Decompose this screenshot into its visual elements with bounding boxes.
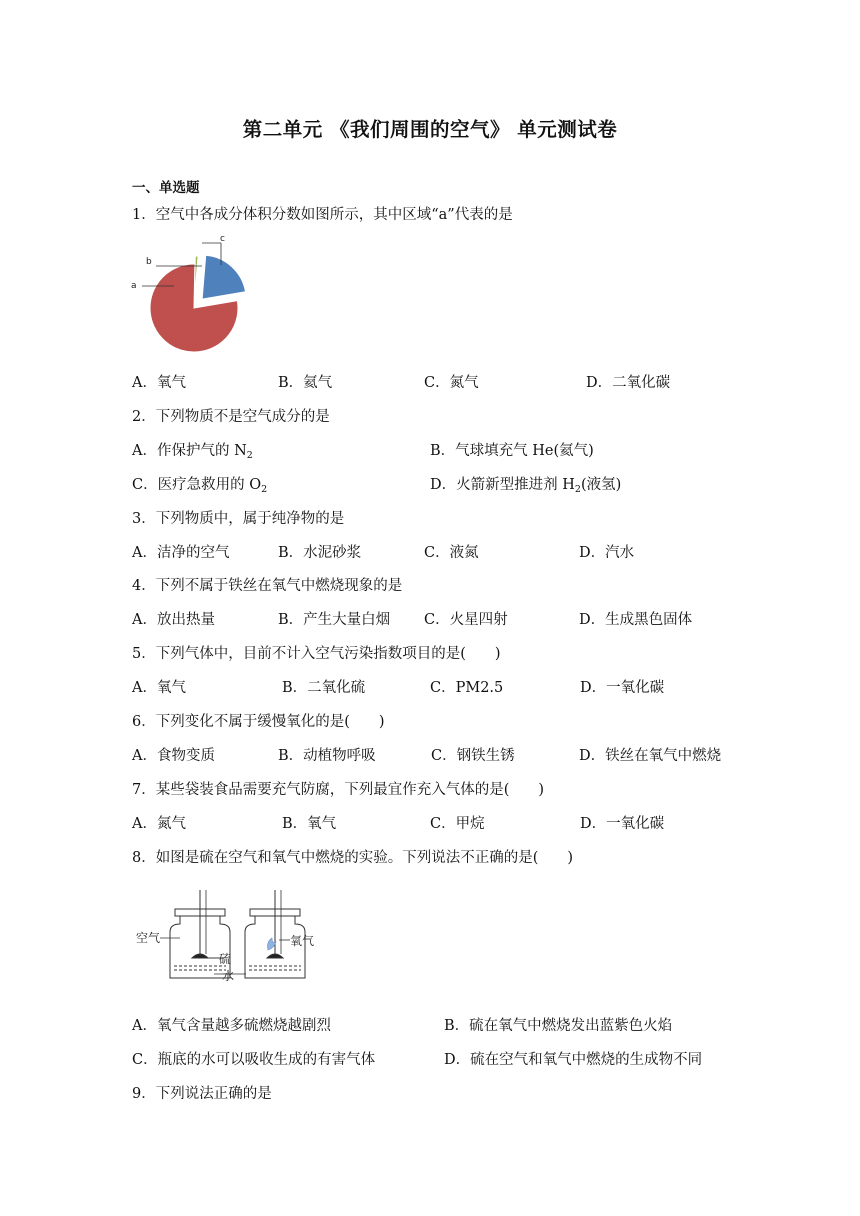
q5-option-c[interactable]: C．PM2.5	[430, 680, 504, 696]
question-3-stem: 3．下列物质中，属于纯净物的是	[132, 511, 345, 527]
question-8-stem: 8．如图是硫在空气和氧气中燃烧的实验。下列说法不正确的是( )	[132, 850, 574, 866]
q1-option-c[interactable]: C．氮气	[424, 375, 479, 391]
q7-option-a[interactable]: A．氮气	[132, 816, 186, 832]
page-title: 第二单元 《我们周围的空气》 单元测试卷	[242, 118, 618, 141]
q2-option-b[interactable]: B．气球填充气 He(氦气)	[430, 443, 594, 459]
q6-option-a[interactable]: A．食物变质	[132, 748, 215, 764]
label-oxygen: 氧气	[290, 934, 315, 948]
sulfur-combustion-apparatus	[132, 884, 332, 994]
q3-option-c[interactable]: C．液氮	[424, 545, 479, 561]
q4-option-c[interactable]: C．火星四射	[424, 612, 508, 628]
q2-option-a[interactable]: A．作保护气的 $N_2$	[132, 443, 253, 461]
q2-option-d[interactable]: D．火箭新型推进剂 $H_2$(液氢)	[430, 477, 622, 495]
q8-option-c[interactable]: C．瓶底的水可以吸收生成的有害气体	[132, 1052, 376, 1068]
q3-option-d[interactable]: D．汽水	[579, 545, 635, 561]
label-sulfur: 硫	[219, 952, 232, 966]
question-9-stem: 9．下列说法正确的是	[132, 1086, 272, 1102]
q1-option-d[interactable]: D．二氧化碳	[586, 375, 671, 391]
q5-option-a[interactable]: A．氧气	[132, 680, 186, 696]
q4-option-d[interactable]: D．生成黑色固体	[579, 612, 693, 628]
q6-option-c[interactable]: C．钢铁生锈	[431, 748, 515, 764]
q6-option-b[interactable]: B．动植物呼吸	[278, 748, 376, 764]
section-heading: 一、单选题	[132, 180, 200, 196]
q8-option-b[interactable]: B．硫在氧气中燃烧发出蓝紫色火焰	[444, 1018, 673, 1034]
q7-option-c[interactable]: C．甲烷	[430, 816, 485, 832]
question-1-stem: 1．空气中各成分体积分数如图所示，其中区域“a”代表的是	[132, 207, 513, 223]
q8-option-a[interactable]: A．氧气含量越多硫燃烧越剧烈	[132, 1018, 331, 1034]
pie-label-a: a	[131, 281, 137, 291]
pie-slices	[150, 255, 245, 352]
label-air: 空气	[136, 931, 161, 945]
question-6-stem: 6．下列变化不属于缓慢氧化的是( )	[132, 714, 385, 730]
q3-option-b[interactable]: B．水泥砂浆	[278, 545, 362, 561]
label-water: 水	[222, 969, 235, 983]
q5-option-b[interactable]: B．二氧化硫	[282, 680, 366, 696]
question-7-stem: 7．某些袋装食品需要充气防腐，下列最宜作充入气体的是( )	[132, 782, 545, 798]
question-4-stem: 4．下列不属于铁丝在氧气中燃烧现象的是	[132, 578, 403, 594]
air-composition-pie-chart	[128, 230, 258, 356]
q5-option-d[interactable]: D．一氧化碳	[580, 680, 665, 696]
pie-label-b: b	[146, 257, 152, 267]
pie-label-c: c	[220, 234, 225, 244]
q6-option-d[interactable]: D．铁丝在氧气中燃烧	[579, 748, 722, 764]
pie-slice-c	[202, 255, 245, 299]
pie-slice-b	[194, 256, 198, 300]
q1-option-b[interactable]: B．氦气	[278, 375, 333, 391]
q3-option-a[interactable]: A．洁净的空气	[132, 545, 230, 561]
q8-option-d[interactable]: D．硫在空气和氧气中燃烧的生成物不同	[444, 1052, 703, 1068]
q4-option-a[interactable]: A．放出热量	[132, 612, 215, 628]
q1-option-a[interactable]: A．氧气	[132, 375, 186, 391]
q7-option-b[interactable]: B．氧气	[282, 816, 337, 832]
question-2-stem: 2．下列物质不是空气成分的是	[132, 409, 330, 425]
q4-option-b[interactable]: B．产生大量白烟	[278, 612, 391, 628]
q7-option-d[interactable]: D．一氧化碳	[580, 816, 665, 832]
q2-option-c[interactable]: C．医疗急救用的 $O_2$	[132, 477, 268, 495]
question-5-stem: 5．下列气体中，目前不计入空气污染指数项目的是( )	[132, 646, 501, 662]
